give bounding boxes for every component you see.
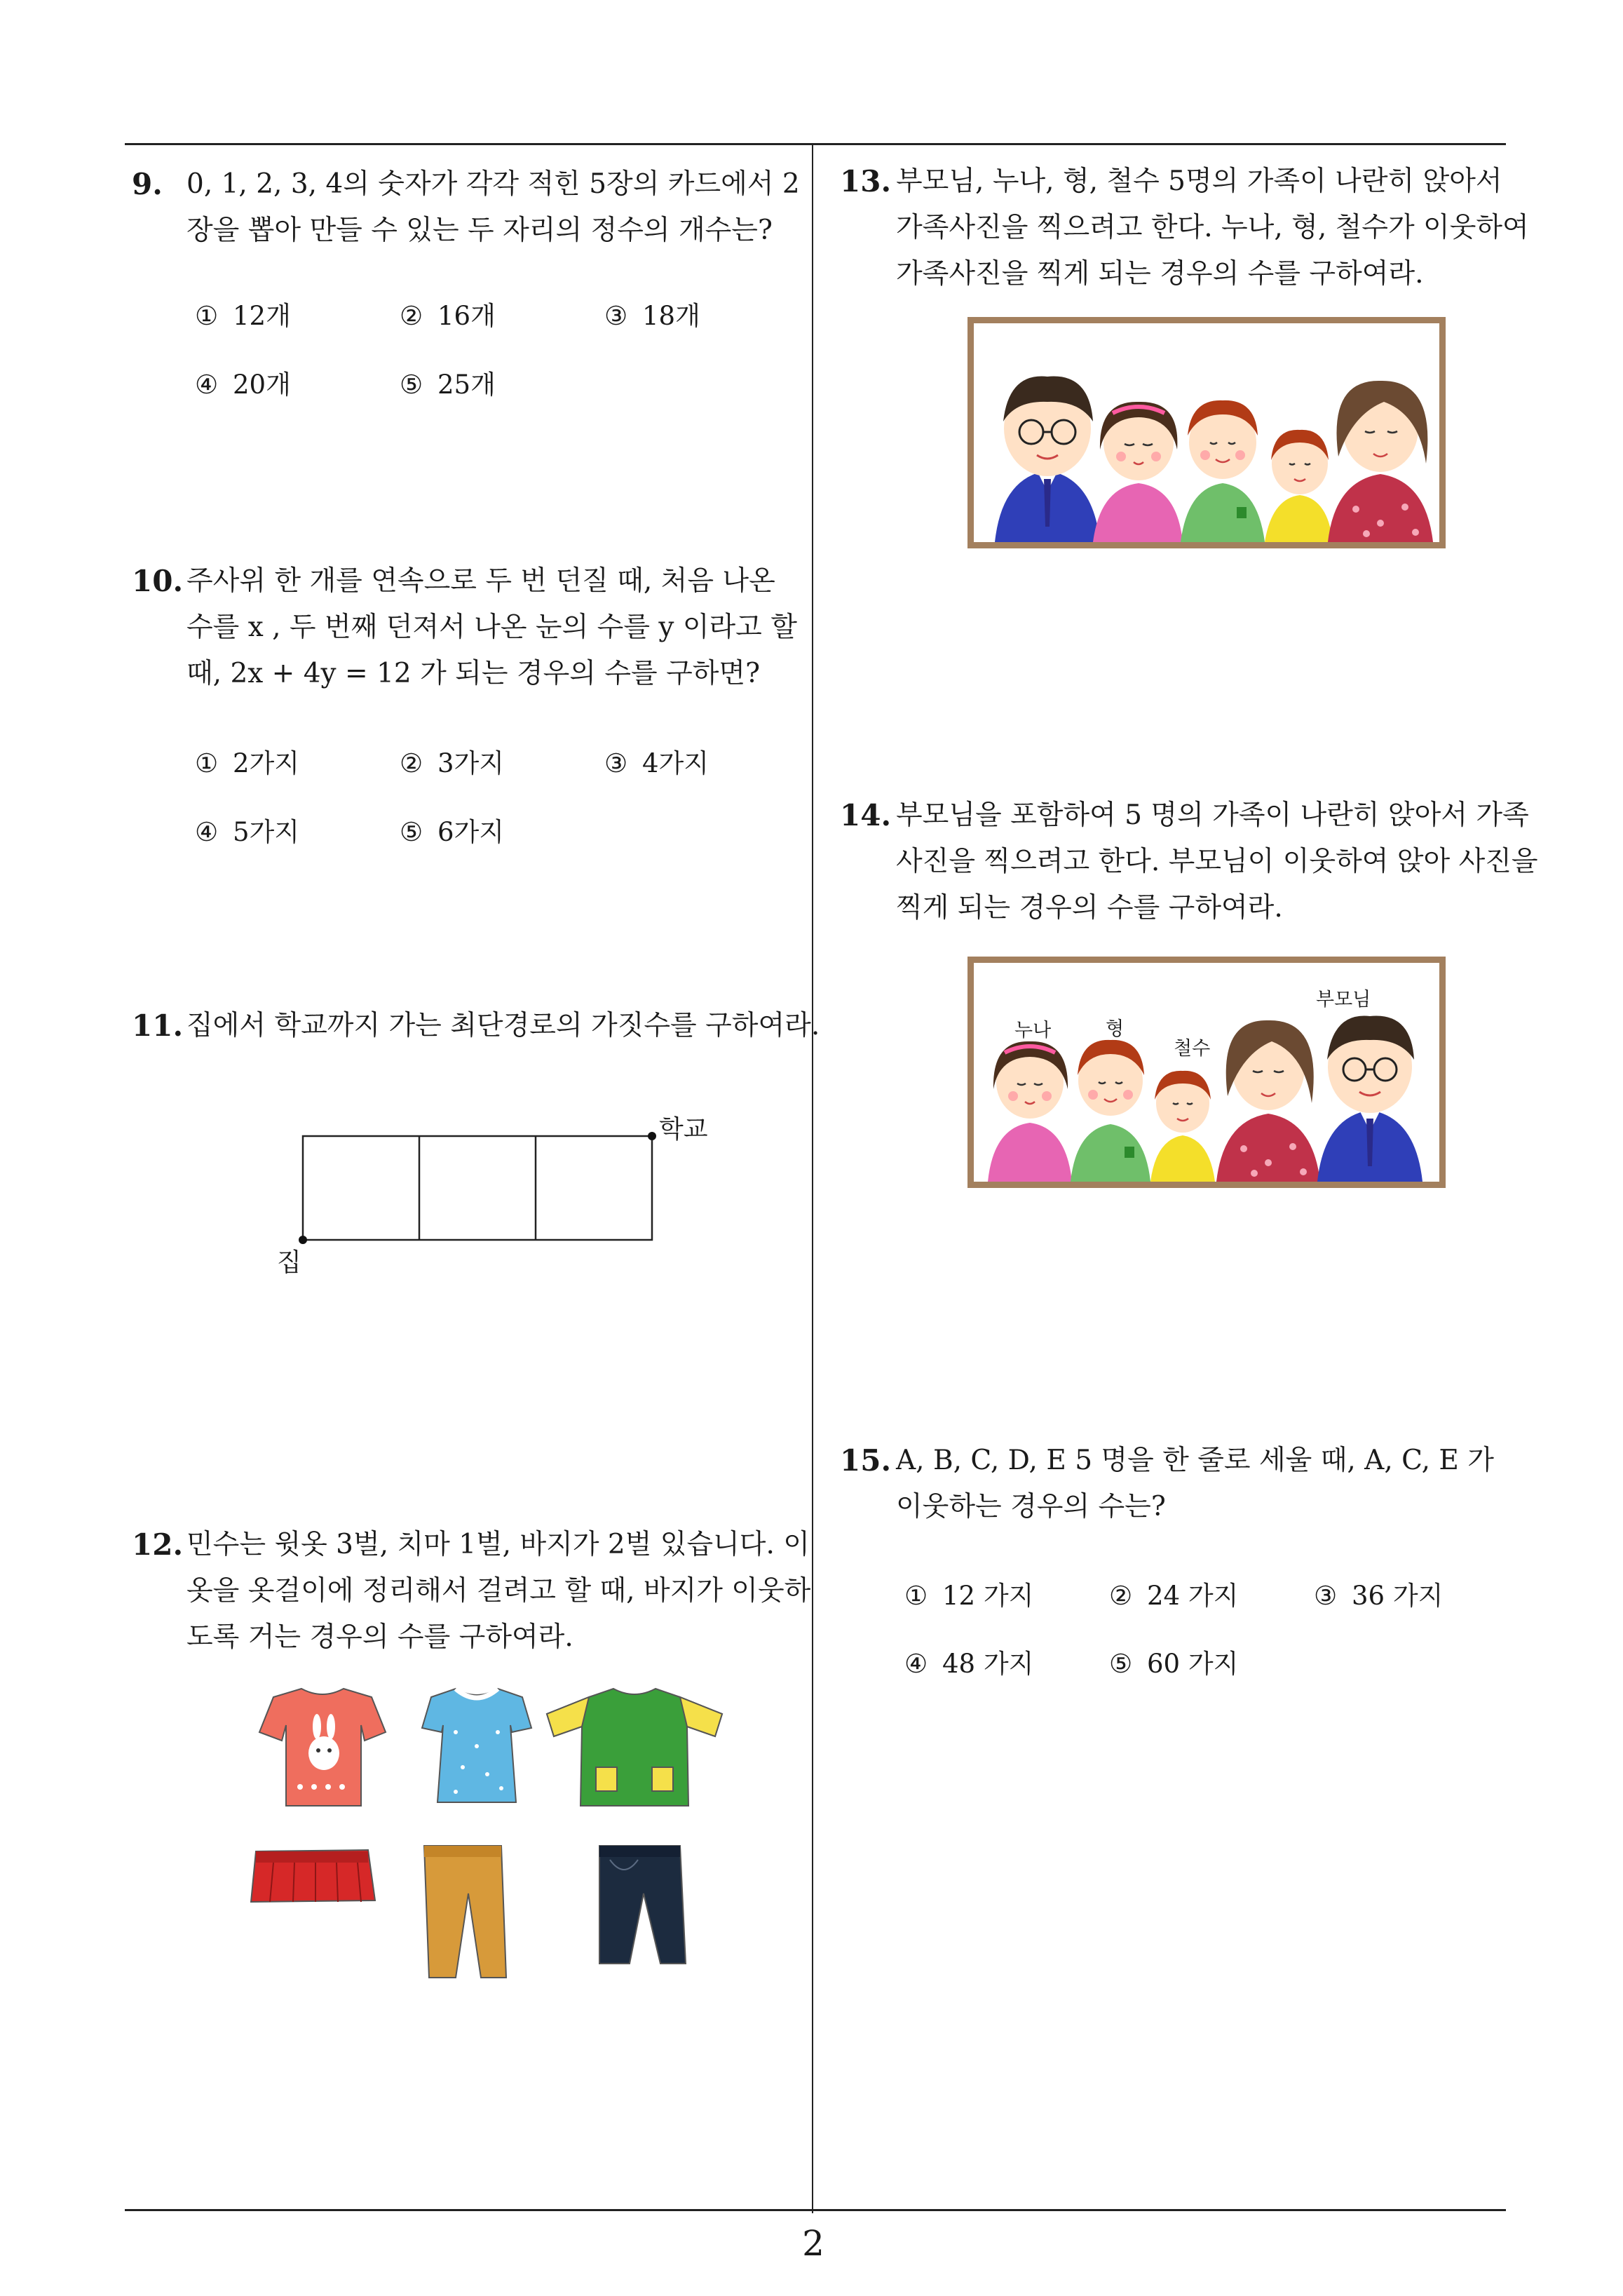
- question-text-line: 장을 뽑아 만들 수 있는 두 자리의 정수의 개수는?: [186, 215, 773, 246]
- question-text-line: 가족사진을 찍게 되는 경우의 수를 구하여라.: [896, 258, 1424, 290]
- choice-text: 24 가지: [1147, 1581, 1239, 1611]
- question-text-line: 수를 x , 두 번째 던져서 나온 눈의 수를 y 이라고 할: [186, 612, 797, 643]
- choice-marker: ②: [400, 748, 423, 778]
- family-photo-frame-labeled: [967, 957, 1446, 1188]
- choice-1[interactable]: [195, 742, 299, 780]
- blue-blouse-icon: [422, 1689, 531, 1802]
- family-photo-illustration: [974, 323, 1439, 542]
- dad-figure-icon: [1317, 1016, 1422, 1182]
- sister-figure-icon: [988, 1041, 1072, 1182]
- choice-marker: ④: [195, 370, 219, 400]
- choice-text: 12 가지: [942, 1581, 1034, 1611]
- choice-text: 48 가지: [942, 1649, 1034, 1679]
- question-text-line: 찍게 되는 경우의 수를 구하여라.: [896, 892, 1283, 924]
- question-text-line: 이웃하는 경우의 수는?: [896, 1491, 1166, 1522]
- question-text-line: 부모님, 누나, 형, 철수 5명의 가족이 나란히 앉아서: [896, 166, 1502, 197]
- brother-figure-icon: [1071, 1040, 1150, 1182]
- question-number: 11.: [132, 1008, 184, 1043]
- choice-marker: ③: [1314, 1581, 1338, 1611]
- choice-5[interactable]: [1109, 1642, 1238, 1680]
- label-brother: 형: [1106, 1018, 1125, 1040]
- choice-1[interactable]: [904, 1574, 1033, 1612]
- question-number: 13.: [840, 164, 892, 198]
- question-number: 10.: [132, 564, 184, 598]
- choice-text: 20개: [233, 370, 291, 400]
- choice-marker: ④: [195, 817, 219, 847]
- red-skirt-icon: [251, 1850, 375, 1902]
- choice-text: 60 가지: [1147, 1649, 1239, 1679]
- question-number: 12.: [132, 1527, 184, 1562]
- question-text-line: A, B, C, D, E 5 명을 한 줄로 세울 때, A, C, E 가: [896, 1445, 1494, 1476]
- question-number: 9.: [132, 167, 163, 201]
- choice-text: 16개: [437, 301, 496, 331]
- question-number: 15.: [840, 1443, 892, 1478]
- mom-figure-icon: [1216, 1020, 1320, 1182]
- choice-marker: ①: [195, 748, 219, 778]
- choice-text: 25개: [437, 370, 496, 400]
- brother-figure-icon: [1181, 400, 1265, 542]
- question-text-line: 집에서 학교까지 가는 최단경로의 가짓수를 구하여라.: [186, 1010, 820, 1041]
- choice-marker: ⑤: [400, 370, 423, 400]
- choice-marker: ①: [195, 301, 219, 331]
- choice-4[interactable]: [195, 811, 299, 849]
- orange-pants-icon: [424, 1846, 506, 1978]
- choice-text: 6가지: [437, 817, 505, 847]
- choice-4[interactable]: [195, 363, 291, 401]
- red-tshirt-icon: [259, 1689, 386, 1806]
- mom-figure-icon: [1328, 381, 1433, 542]
- choice-marker: ③: [604, 748, 628, 778]
- choice-text: 12개: [233, 301, 291, 331]
- label-cheolsu: 철수: [1174, 1038, 1211, 1060]
- cheolsu-figure-icon: [1150, 1071, 1215, 1182]
- choice-2[interactable]: [400, 742, 504, 780]
- choice-text: 2가지: [233, 748, 300, 778]
- question-text-line: 때, 2x + 4y = 12 가 되는 경우의 수를 구하면?: [186, 658, 760, 689]
- choice-marker: ⑤: [1109, 1649, 1133, 1679]
- column-divider: [812, 144, 813, 2213]
- question-text-line: 옷을 옷걸이에 정리해서 걸려고 할 때, 바지가 이웃하: [186, 1575, 811, 1607]
- sister-figure-icon: [1093, 402, 1183, 542]
- choice-2[interactable]: [1109, 1574, 1238, 1612]
- top-rule: [125, 143, 1506, 145]
- label-sister: 누나: [1014, 1020, 1052, 1041]
- choice-text: 18개: [642, 301, 700, 331]
- choice-3[interactable]: [604, 742, 709, 780]
- question-text-line: 민수는 윗옷 3벌, 치마 1벌, 바지가 2벌 있습니다. 이: [186, 1529, 810, 1560]
- choice-4[interactable]: [904, 1642, 1033, 1680]
- question-text-line: 도록 거는 경우의 수를 구하여라.: [186, 1621, 573, 1653]
- bottom-rule: [125, 2209, 1506, 2211]
- question-text-line: 주사위 한 개를 연속으로 두 번 던질 때, 처음 나온: [186, 565, 775, 597]
- page-number: 2: [802, 2223, 824, 2264]
- cheolsu-figure-icon: [1265, 430, 1333, 542]
- question-text-line: 부모님을 포함하여 5 명의 가족이 나란히 앉아서 가족: [896, 799, 1529, 831]
- label-parents: 부모님: [1316, 989, 1371, 1011]
- dark-jeans-icon: [599, 1846, 686, 1964]
- choice-5[interactable]: [400, 811, 504, 849]
- choice-marker: ②: [400, 301, 423, 331]
- choice-marker: ②: [1109, 1581, 1133, 1611]
- green-shirt-icon: [547, 1689, 722, 1806]
- question-text-line: 가족사진을 찍으려고 한다. 누나, 형, 철수가 이웃하여: [896, 212, 1529, 243]
- choice-5[interactable]: [400, 363, 496, 401]
- choice-marker: ①: [904, 1581, 928, 1611]
- choice-marker: ④: [904, 1649, 928, 1679]
- school-label: 학교: [659, 1115, 708, 1144]
- choice-3[interactable]: [1314, 1574, 1443, 1612]
- choice-2[interactable]: [400, 295, 496, 332]
- question-text-line: 0, 1, 2, 3, 4의 숫자가 각각 적힌 5장의 카드에서 2: [186, 168, 800, 200]
- choice-marker: ⑤: [400, 817, 423, 847]
- family-photo-frame: [967, 317, 1446, 548]
- question-text-line: 사진을 찍으려고 한다. 부모님이 이웃하여 앉아 사진을: [896, 846, 1538, 877]
- clothes-illustration: [245, 1683, 750, 1985]
- question-number: 14.: [840, 798, 892, 832]
- choice-text: 36 가지: [1352, 1581, 1444, 1611]
- choice-1[interactable]: [195, 295, 291, 332]
- choice-text: 4가지: [642, 748, 709, 778]
- choice-3[interactable]: [604, 295, 700, 332]
- choice-text: 3가지: [437, 748, 505, 778]
- choice-marker: ③: [604, 301, 628, 331]
- choice-text: 5가지: [233, 817, 300, 847]
- dad-figure-icon: [995, 377, 1100, 542]
- home-label: 집: [277, 1248, 301, 1277]
